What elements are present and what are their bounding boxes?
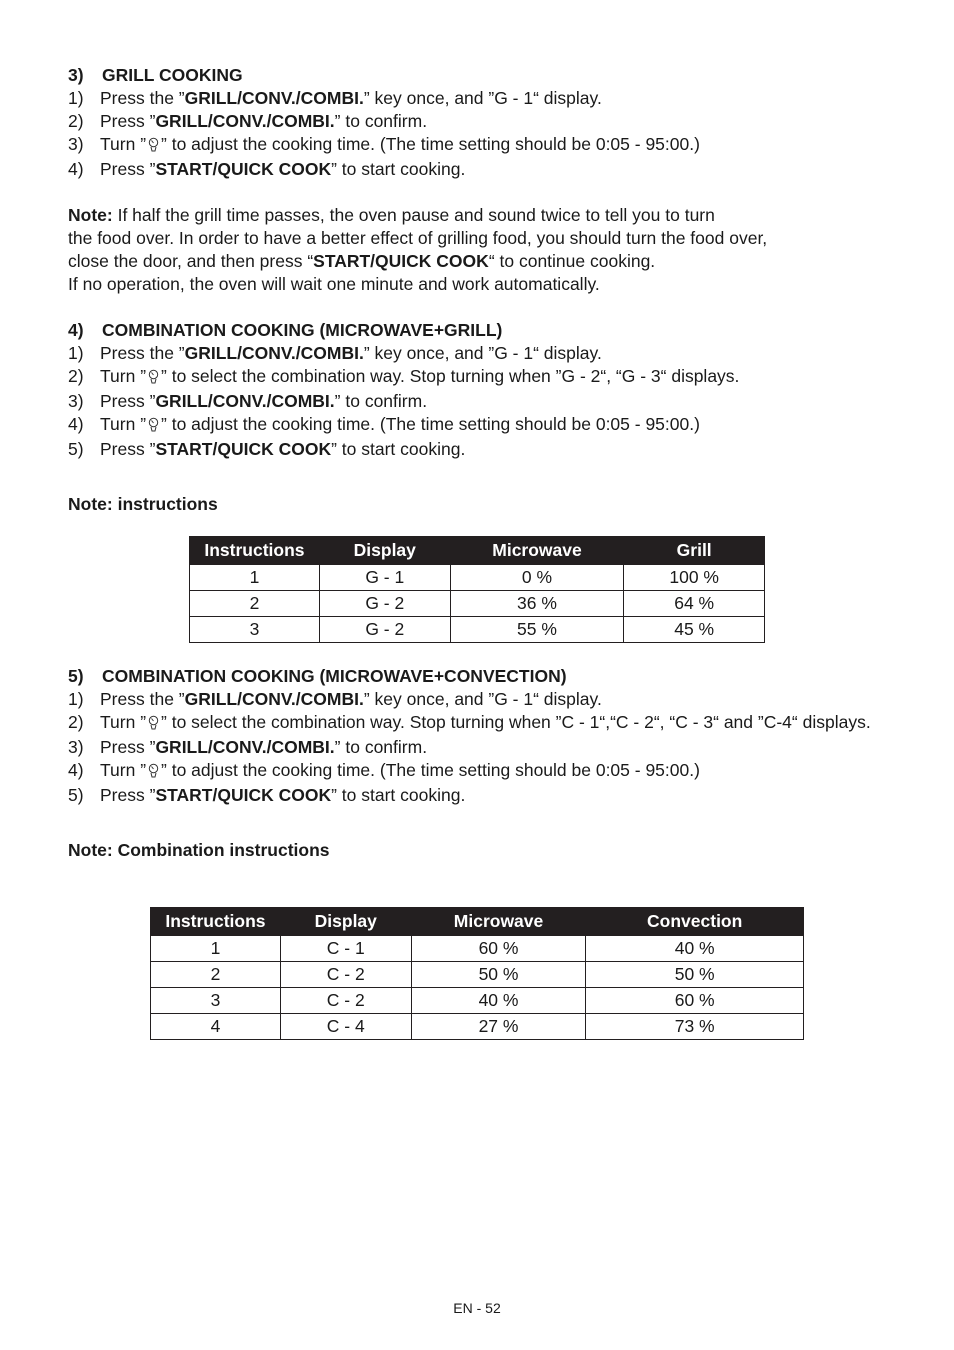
note-text: close the door, and then press “ (68, 251, 314, 271)
step-text: ” key once, and ”G - 1“ display. (363, 88, 602, 108)
step-number: 4) (68, 760, 84, 780)
convection-combination-table (150, 907, 804, 1040)
step-text: Press ” (100, 391, 156, 411)
key-name: START/QUICK COOK (313, 251, 489, 271)
table-row (151, 988, 804, 1014)
grill-note (68, 204, 888, 296)
step-text: Press ” (100, 439, 156, 459)
step-text: Turn ” (100, 712, 147, 732)
dial-icon (147, 415, 160, 438)
section-title: COMBINATION COOKING (MICROWAVE+CONVECTION) (102, 666, 567, 686)
step-text: Turn ” (100, 366, 147, 386)
note-text: the food over. In order to have a better effect of grilling food, you should turn the food over, (68, 228, 768, 248)
table-cell: C - 4 (280, 1014, 411, 1040)
step-text: ” to adjust the cooking time. (The time setting should be 0:05 - 95:00.) (161, 134, 700, 154)
steps-list (68, 87, 888, 181)
step (68, 688, 888, 711)
table-row (151, 1014, 804, 1040)
note-combination-title: Note: Combination instructions (68, 840, 330, 860)
step-number: 1) (68, 343, 84, 363)
section-number: 5) (68, 666, 84, 686)
dial-icon (147, 367, 160, 390)
step-text: Press the ” (100, 689, 185, 709)
column-header: Microwave (411, 908, 586, 936)
step-number: 5) (68, 785, 84, 805)
table-header-row (151, 908, 804, 936)
step-text: ” to adjust the cooking time. (The time setting should be 0:05 - 95:00.) (161, 760, 700, 780)
step-text: ” to select the combination way. Stop turning when ”G - 2“, “G - 3“ displays. (161, 366, 740, 386)
table-cell: 40 % (411, 988, 586, 1014)
manual-page-lower (68, 665, 888, 862)
table-cell: 100 % (624, 565, 765, 591)
table-cell: 3 (151, 988, 281, 1014)
column-header: Display (280, 908, 411, 936)
step-text: ” to confirm. (334, 391, 428, 411)
steps-list (68, 342, 888, 461)
step (68, 158, 888, 181)
step (68, 438, 888, 461)
table-cell: 50 % (411, 962, 586, 988)
table-cell: 1 (190, 565, 320, 591)
step-text: Press the ” (100, 343, 185, 363)
step-text: ” to confirm. (334, 737, 428, 757)
key-name: GRILL/CONV./COMBI. (184, 689, 364, 709)
dial-icon (147, 761, 160, 784)
table-cell: 0 % (450, 565, 624, 591)
column-header: Instructions (190, 537, 320, 565)
column-header: Display (319, 537, 450, 565)
step (68, 133, 888, 158)
table-cell: 4 (151, 1014, 281, 1040)
key-name: GRILL/CONV./COMBI. (155, 391, 335, 411)
table-cell: 45 % (624, 617, 765, 643)
section-number: 3) (68, 65, 84, 85)
step-text: Turn ” (100, 760, 147, 780)
note-label: Note: (68, 205, 113, 225)
table-cell: G - 2 (319, 591, 450, 617)
table-row (151, 962, 804, 988)
step-number: 1) (68, 88, 84, 108)
step-number: 2) (68, 366, 84, 386)
section-combi-convection-heading (68, 665, 888, 688)
step (68, 342, 888, 365)
step-number: 3) (68, 737, 84, 757)
step-text: Press ” (100, 785, 156, 805)
step-number: 4) (68, 414, 84, 434)
step-number: 2) (68, 111, 84, 131)
section-combi-grill-heading (68, 319, 888, 342)
key-name: GRILL/CONV./COMBI. (155, 111, 335, 131)
step-text: ” to start cooking. (331, 785, 466, 805)
table-cell: G - 1 (319, 565, 450, 591)
step-text: Press ” (100, 111, 156, 131)
table-cell: C - 1 (280, 936, 411, 962)
table-row (190, 565, 765, 591)
step-text: ” to adjust the cooking time. (The time setting should be 0:05 - 95:00.) (161, 414, 700, 434)
step (68, 736, 888, 759)
key-name: GRILL/CONV./COMBI. (184, 343, 364, 363)
note-text: “ to continue cooking. (488, 251, 656, 271)
table-row (190, 591, 765, 617)
table-cell: 2 (190, 591, 320, 617)
key-name: GRILL/CONV./COMBI. (155, 737, 335, 757)
step-text: ” to start cooking. (331, 439, 466, 459)
table-cell: C - 2 (280, 988, 411, 1014)
note-instructions-title: Note: instructions (68, 494, 218, 514)
table-cell: 50 % (586, 962, 804, 988)
step-text: Turn ” (100, 414, 147, 434)
table-cell: 60 % (586, 988, 804, 1014)
table-cell: 73 % (586, 1014, 804, 1040)
table-cell: G - 2 (319, 617, 450, 643)
dial-icon (147, 135, 160, 158)
dial-icon (147, 713, 160, 736)
step (68, 784, 888, 807)
table-cell: 2 (151, 962, 281, 988)
table-cell: 3 (190, 617, 320, 643)
table-row (151, 936, 804, 962)
section-title: COMBINATION COOKING (MICROWAVE+GRILL) (102, 320, 503, 340)
step-text: Press ” (100, 159, 156, 179)
step (68, 365, 888, 390)
grill-combination-table (189, 536, 765, 643)
table-cell: 55 % (450, 617, 624, 643)
step-text: Turn ” (100, 134, 147, 154)
step-number: 3) (68, 391, 84, 411)
table-header-row (190, 537, 765, 565)
section-number: 4) (68, 320, 84, 340)
page-number: EN - 52 (453, 1300, 501, 1316)
step-text: ” key once, and ”G - 1“ display. (363, 689, 602, 709)
step-text: ” to select the combination way. Stop turning when ”C - 1“,“C - 2“, “C - 3“ and ”C-4“ displays. (161, 712, 871, 732)
step-number: 4) (68, 159, 84, 179)
step-text: ” key once, and ”G - 1“ display. (363, 343, 602, 363)
key-name: START/QUICK COOK (155, 785, 332, 805)
table-cell: 60 % (411, 936, 586, 962)
column-header: Grill (624, 537, 765, 565)
step-number: 2) (68, 712, 84, 732)
manual-page (68, 64, 888, 516)
step-text: ” to start cooking. (331, 159, 466, 179)
step (68, 711, 888, 736)
steps-list (68, 688, 888, 807)
step (68, 413, 888, 438)
table-cell: 27 % (411, 1014, 586, 1040)
step (68, 759, 888, 784)
note-text: If no operation, the oven will wait one minute and work automatically. (68, 274, 600, 294)
section-title: GRILL COOKING (102, 65, 243, 85)
column-header: Convection (586, 908, 804, 936)
table-cell: 36 % (450, 591, 624, 617)
table-cell: C - 2 (280, 962, 411, 988)
section-grill-heading (68, 64, 888, 87)
step-number: 3) (68, 134, 84, 154)
step (68, 390, 888, 413)
table-row (190, 617, 765, 643)
column-header: Microwave (450, 537, 624, 565)
step (68, 110, 888, 133)
step-text: Press ” (100, 737, 156, 757)
step-number: 1) (68, 689, 84, 709)
column-header: Instructions (151, 908, 281, 936)
key-name: START/QUICK COOK (155, 159, 332, 179)
key-name: START/QUICK COOK (155, 439, 332, 459)
step-number: 5) (68, 439, 84, 459)
table-cell: 64 % (624, 591, 765, 617)
note-text: If half the grill time passes, the oven pause and sound twice to tell you to turn (112, 205, 715, 225)
step-text: ” to confirm. (334, 111, 428, 131)
step (68, 87, 888, 110)
key-name: GRILL/CONV./COMBI. (184, 88, 364, 108)
step-text: Press the ” (100, 88, 185, 108)
table-cell: 40 % (586, 936, 804, 962)
table-cell: 1 (151, 936, 281, 962)
